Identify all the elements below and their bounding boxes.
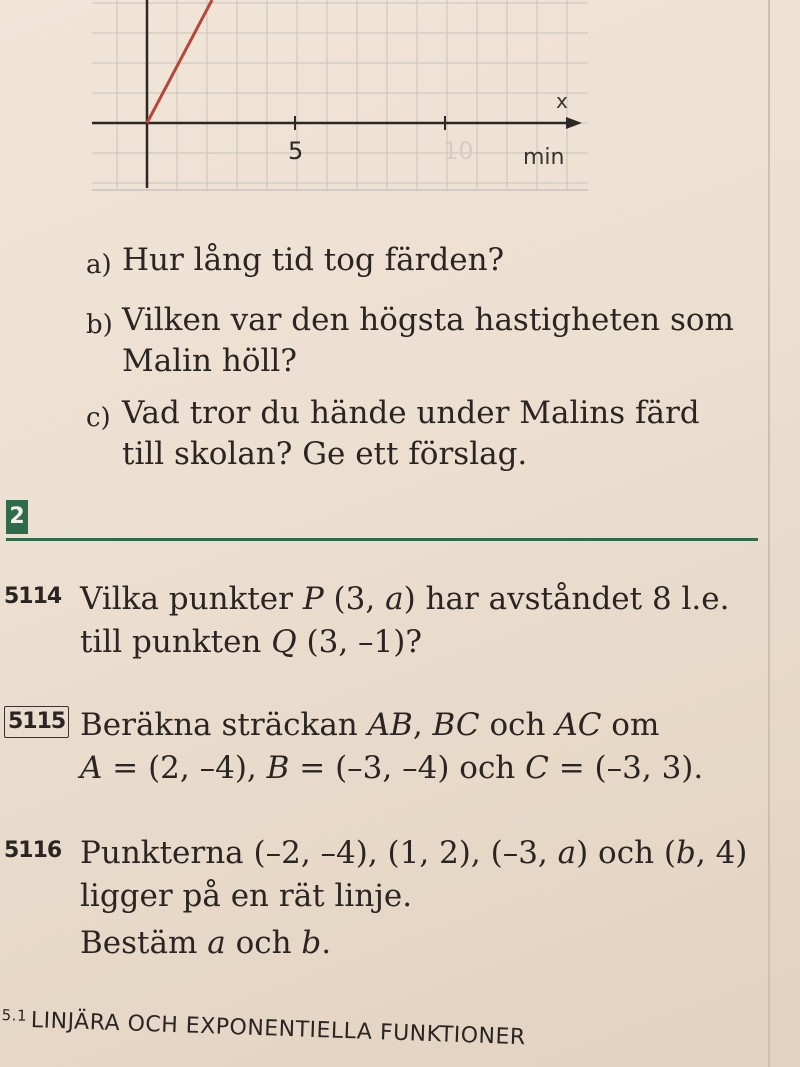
question-c bbox=[86, 393, 700, 475]
chapter-footer bbox=[1, 1006, 526, 1050]
question-b-label: b) bbox=[86, 310, 113, 340]
x-axis-arrow bbox=[566, 117, 582, 129]
problem-5114-line1: Vilka punkter P (3, a) har avståndet 8 l.e. bbox=[80, 581, 730, 617]
problem-5115-line1: Beräkna sträckan AB, BC och AC om bbox=[80, 707, 660, 743]
difficulty-level-badge: 2 bbox=[6, 500, 28, 534]
speed-time-graph bbox=[0, 0, 600, 200]
problem-5115-line2: A = (2, –4), B = (–3, –4) och C = (–3, 3). bbox=[80, 749, 704, 786]
problem-5116 bbox=[4, 832, 747, 964]
question-b bbox=[86, 300, 734, 382]
problem-5114 bbox=[4, 578, 730, 664]
problem-number: 5114 bbox=[4, 584, 62, 609]
problem-number: 5115 bbox=[4, 706, 69, 738]
x-axis-label: x bbox=[556, 89, 568, 113]
page-edge bbox=[768, 0, 770, 1067]
footer-section-number: 5.1 bbox=[1, 1006, 28, 1025]
question-c-label: c) bbox=[86, 403, 111, 433]
problem-5116-line2: ligger på en rät linje. bbox=[80, 877, 413, 914]
tick-label-5: 5 bbox=[288, 137, 304, 165]
question-a-label: a) bbox=[86, 250, 112, 280]
question-a-text: Hur lång tid tog färden? bbox=[122, 242, 505, 278]
question-c-line1: Vad tror du hände under Malins färd bbox=[122, 395, 700, 431]
problem-5114-line2: till punkten Q (3, –1)? bbox=[80, 623, 422, 660]
speed-line bbox=[147, 0, 212, 123]
section-divider bbox=[6, 538, 758, 541]
tick-label-10: 10 bbox=[443, 137, 474, 165]
question-c-line2: till skolan? Ge ett förslag. bbox=[122, 435, 528, 472]
problem-5116-line3: Bestäm a och b. bbox=[80, 924, 332, 961]
question-b-line2: Malin höll? bbox=[122, 342, 297, 379]
problem-number: 5116 bbox=[4, 838, 62, 863]
graph-grid bbox=[92, 0, 588, 190]
footer-title: LINJÄRA OCH EXPONENTIELLA FUNKTIONER bbox=[30, 1008, 527, 1051]
x-unit-label: min bbox=[523, 145, 565, 170]
question-a bbox=[86, 240, 504, 281]
question-b-line1: Vilken var den högsta hastigheten som bbox=[122, 302, 734, 338]
problem-5116-line1: Punkterna (–2, –4), (1, 2), (–3, a) och (b, 4) bbox=[80, 835, 748, 871]
problem-5115 bbox=[4, 704, 703, 790]
